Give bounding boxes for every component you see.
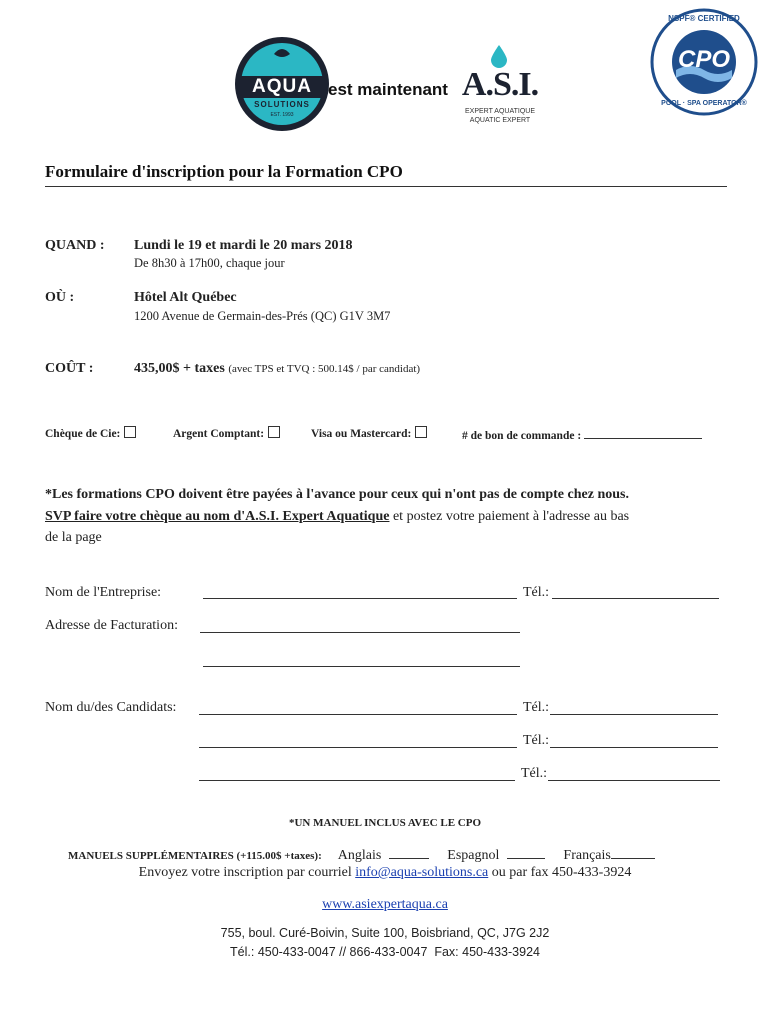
aqua-logo-est: EST. 1993: [270, 112, 294, 118]
quand-label: QUAND :: [45, 238, 105, 253]
payment-visa: [311, 426, 427, 440]
candidates-label: Nom du/des Candidats:: [45, 700, 177, 715]
ou-sub: 1200 Avenue de Germain-des-Prés (QC) G1V 3M7: [134, 309, 391, 323]
manuals-row: [68, 846, 655, 864]
ou-label: OÙ :: [45, 290, 75, 305]
order-label: # de bon de commande :: [462, 430, 582, 442]
order-number-field[interactable]: [584, 426, 702, 439]
aqua-logo-solutions: SOLUTIONS: [254, 100, 310, 109]
manuals-anglais: Anglais: [337, 848, 382, 863]
company-field[interactable]: [203, 586, 517, 599]
visa-label: Visa ou Mastercard:: [311, 428, 412, 440]
aqua-solutions-logo: [234, 36, 330, 132]
candidate-tel-label-3: Tél.:: [521, 766, 548, 781]
asi-logo-name: A.S.I.: [461, 66, 539, 103]
visa-checkbox[interactable]: [415, 426, 427, 438]
cout-value: 435,00$ + taxes: [134, 361, 225, 376]
email-link[interactable]: info@aqua-solutions.ca: [355, 865, 489, 880]
anglais-qty-field[interactable]: [389, 846, 429, 859]
manual-included: *UN MANUEL INCLUS AVEC LE CPO: [288, 817, 482, 829]
website-row: [0, 897, 770, 913]
manuals-espagnol: Espagnol: [447, 848, 500, 863]
candidate-tel-field-1[interactable]: [550, 702, 718, 715]
cheque-label: Chèque de Cie:: [45, 428, 121, 440]
francais-qty-field[interactable]: [611, 846, 655, 859]
nspf-badge-center: CPO: [677, 46, 730, 73]
candidate-name-field-2[interactable]: [199, 735, 517, 748]
notice-line3: de la page: [45, 530, 102, 545]
cout-note: (avec TPS et TVQ : 500.14$ / par candidat): [228, 363, 421, 375]
candidate-tel-label-1: Tél.:: [523, 700, 550, 715]
est-maintenant-text: est maintenant: [328, 80, 448, 99]
aqua-logo-word: AQUA: [252, 76, 312, 97]
notice-line2: [45, 509, 629, 525]
payment-cheque: [45, 426, 136, 440]
quand-value: Lundi le 19 et mardi le 20 mars 2018: [134, 238, 353, 253]
notice-svp: SVP faire votre chèque au nom d'A.S.I. Expert Aquatique: [45, 509, 390, 524]
ou-value: Hôtel Alt Québec: [134, 290, 237, 305]
footer-address: 755, boul. Curé-Boivin, Suite 100, Boisbriand, QC, J7G 2J2: [220, 926, 550, 940]
candidate-name-field-3[interactable]: [199, 768, 515, 781]
billing-field-2[interactable]: [203, 654, 520, 667]
notice-rest: et postez votre paiement à l'adresse au bas: [389, 509, 630, 524]
payment-order: [462, 426, 702, 442]
billing-label: Adresse de Facturation:: [45, 618, 178, 633]
manuals-label: MANUELS SUPPLÉMENTAIRES (+115.00$ +taxes):: [68, 850, 322, 862]
espagnol-qty-field[interactable]: [507, 846, 545, 859]
billing-field-1[interactable]: [200, 620, 520, 633]
form-title: Formulaire d'inscription pour la Formation CPO: [45, 162, 403, 181]
nspf-cpo-badge: [650, 8, 758, 116]
company-label: Nom de l'Entreprise:: [45, 585, 162, 600]
company-tel-label: Tél.:: [523, 585, 550, 600]
cash-label: Argent Comptant:: [173, 428, 265, 440]
nspf-badge-top: NSPF® CERTIFIED: [668, 14, 740, 23]
asi-logo: [452, 44, 548, 130]
candidate-tel-field-2[interactable]: [550, 735, 718, 748]
footer-phones: Tél.: 450-433-0047 // 866-433-0047 Fax: 450-433-3924: [230, 945, 540, 959]
website-link[interactable]: www.asiexpertaqua.ca: [322, 897, 448, 912]
send-before: Envoyez votre inscription par courriel: [138, 865, 352, 880]
quand-sub: De 8h30 à 17h00, chaque jour: [134, 256, 285, 270]
payment-cash: [173, 426, 280, 440]
cout-label: COÛT :: [45, 361, 94, 376]
candidate-tel-field-3[interactable]: [548, 768, 720, 781]
manuals-francais: Français: [563, 848, 611, 863]
notice-line1: *Les formations CPO doivent être payées à l'avance pour ceux qui n'ont pas de compte chez nous.: [45, 487, 629, 502]
water-drop-icon: [490, 44, 508, 68]
title-rule: [45, 186, 727, 187]
asi-logo-sub2: AQUATIC EXPERT: [469, 117, 531, 124]
nspf-badge-bottom: POOL · SPA OPERATOR®: [661, 100, 747, 107]
cash-checkbox[interactable]: [268, 426, 280, 438]
send-row: [0, 865, 770, 881]
company-tel-field[interactable]: [552, 586, 719, 599]
cheque-checkbox[interactable]: [124, 426, 136, 438]
asi-logo-sub1: EXPERT AQUATIQUE: [464, 108, 536, 115]
send-after: ou par fax 450-433-3924: [491, 865, 632, 880]
cout-row: [134, 361, 420, 377]
candidate-name-field-1[interactable]: [199, 702, 517, 715]
candidate-tel-label-2: Tél.:: [523, 733, 550, 748]
